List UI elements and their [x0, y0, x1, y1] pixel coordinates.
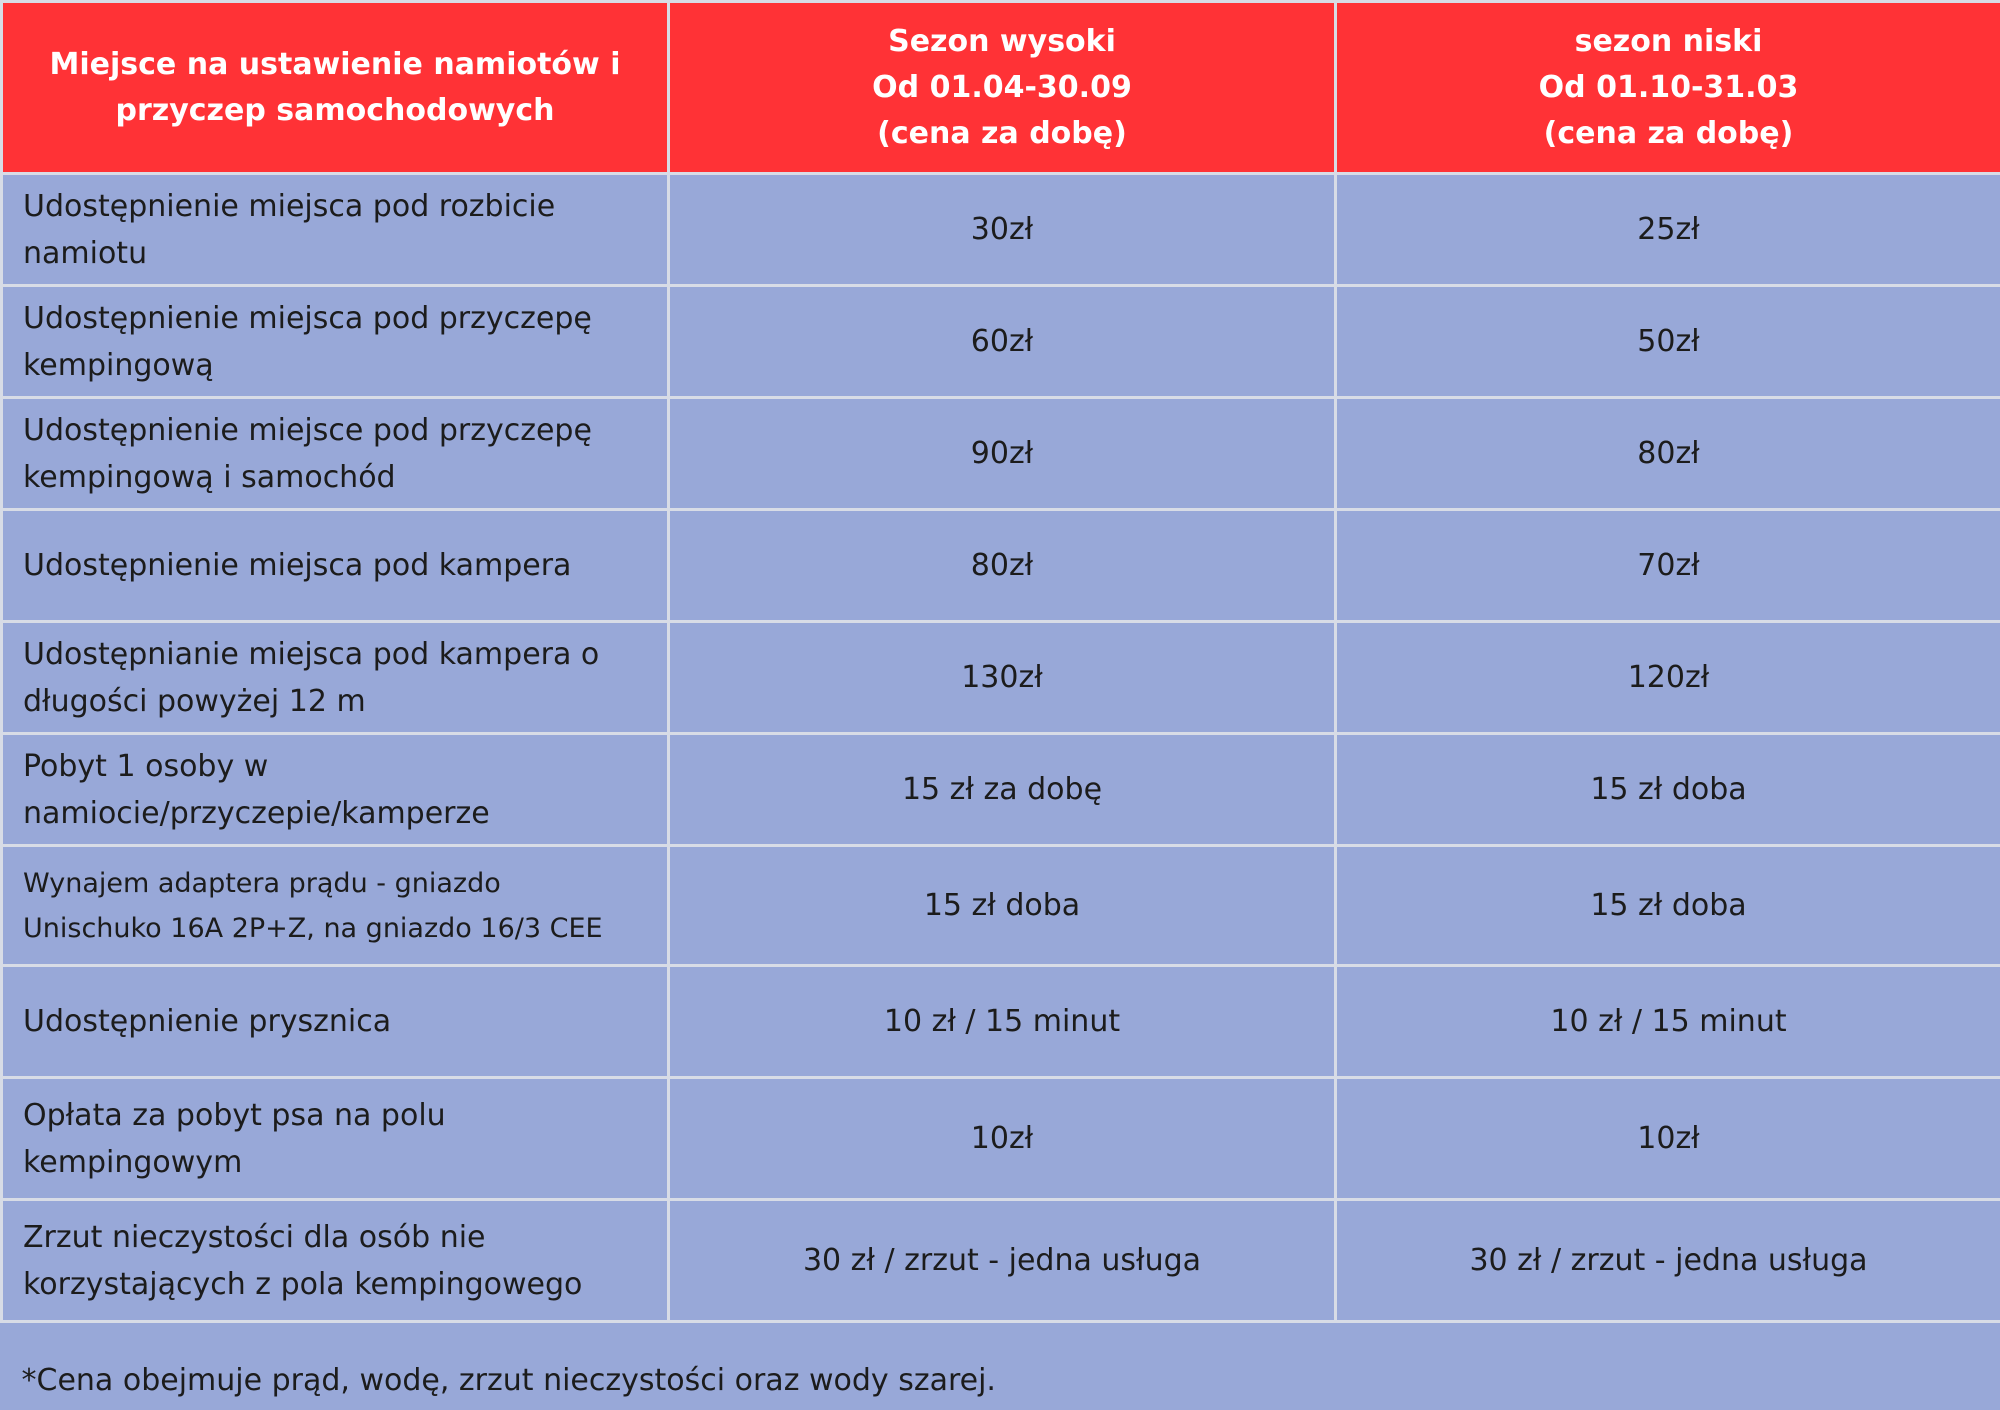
high-season-price: 10zł: [669, 1078, 1336, 1200]
low-season-price: 10zł: [1336, 1078, 2000, 1200]
row-label: Zrzut nieczystości dla osób nie korzystających z pola kempingowego: [2, 1200, 669, 1322]
row-label: Udostępnienie prysznica: [2, 966, 669, 1078]
low-season-note: (cena za dobę): [1543, 115, 1794, 151]
table-row: [2, 1078, 2000, 1200]
high-season-note: (cena za dobę): [877, 115, 1127, 151]
high-season-title: Sezon wysoki: [888, 23, 1116, 59]
high-season-price: 15 zł doba: [669, 846, 1336, 966]
table-row: [2, 622, 2000, 734]
low-season-price: 120zł: [1336, 622, 2000, 734]
high-season-price: 90zł: [669, 398, 1336, 510]
header-row: [2, 2, 2000, 174]
table-row: [2, 510, 2000, 622]
table-row: [2, 846, 2000, 966]
low-season-price: 70zł: [1336, 510, 2000, 622]
low-season-price: 25zł: [1336, 174, 2000, 286]
high-season-price: 30zł: [669, 174, 1336, 286]
row-label: Udostępnienie miejsce pod przyczepę kempingową i samochód: [2, 398, 669, 510]
row-label: Udostępnianie miejsca pod kampera o długości powyżej 12 m: [2, 622, 669, 734]
header-low-season: [1336, 2, 2000, 174]
table-row: [2, 174, 2000, 286]
high-season-price: 130zł: [669, 622, 1336, 734]
high-season-dates: Od 01.04-30.09: [872, 69, 1132, 105]
header-place-type: [2, 2, 669, 174]
low-season-price: 80zł: [1336, 398, 2000, 510]
table-row: [2, 286, 2000, 398]
table-row: [2, 1200, 2000, 1322]
low-season-price: 15 zł doba: [1336, 846, 2000, 966]
table-row: [2, 966, 2000, 1078]
row-label: Udostępnienie miejsca pod przyczepę kempingową: [2, 286, 669, 398]
table-row: [2, 398, 2000, 510]
high-season-price: 80zł: [669, 510, 1336, 622]
high-season-price: 60zł: [669, 286, 1336, 398]
low-season-price: 30 zł / zrzut - jedna usługa: [1336, 1200, 2000, 1322]
low-season-title: sezon niski: [1574, 23, 1763, 59]
row-label: Udostępnienie miejsca pod rozbicie namiotu: [2, 174, 669, 286]
high-season-price: 15 zł za dobę: [669, 734, 1336, 846]
high-season-price: 30 zł / zrzut - jedna usługa: [669, 1200, 1336, 1322]
row-label: Opłata za pobyt psa na polu kempingowym: [2, 1078, 669, 1200]
row-label: Wynajem adaptera prądu - gniazdo Unischuko 16A 2P+Z, na gniazdo 16/3 CEE: [2, 846, 669, 966]
footnote: *Cena obejmuje prąd, wodę, zrzut nieczystości oraz wody szarej.: [2, 1322, 2000, 1410]
high-season-price: 10 zł / 15 minut: [669, 966, 1336, 1078]
low-season-price: 15 zł doba: [1336, 734, 2000, 846]
low-season-price: 50zł: [1336, 286, 2000, 398]
table-row: [2, 734, 2000, 846]
footnote-row: [2, 1322, 2000, 1410]
header-high-season: [669, 2, 1336, 174]
low-season-dates: Od 01.10-31.03: [1538, 69, 1799, 105]
row-label: Udostępnienie miejsca pod kampera: [2, 510, 669, 622]
low-season-price: 10 zł / 15 minut: [1336, 966, 2000, 1078]
row-label: Pobyt 1 osoby w namiocie/przyczepie/kamperze: [2, 734, 669, 846]
header-place-type-text: Miejsce na ustawienie namiotów i przyczep samochodowych: [49, 46, 621, 128]
